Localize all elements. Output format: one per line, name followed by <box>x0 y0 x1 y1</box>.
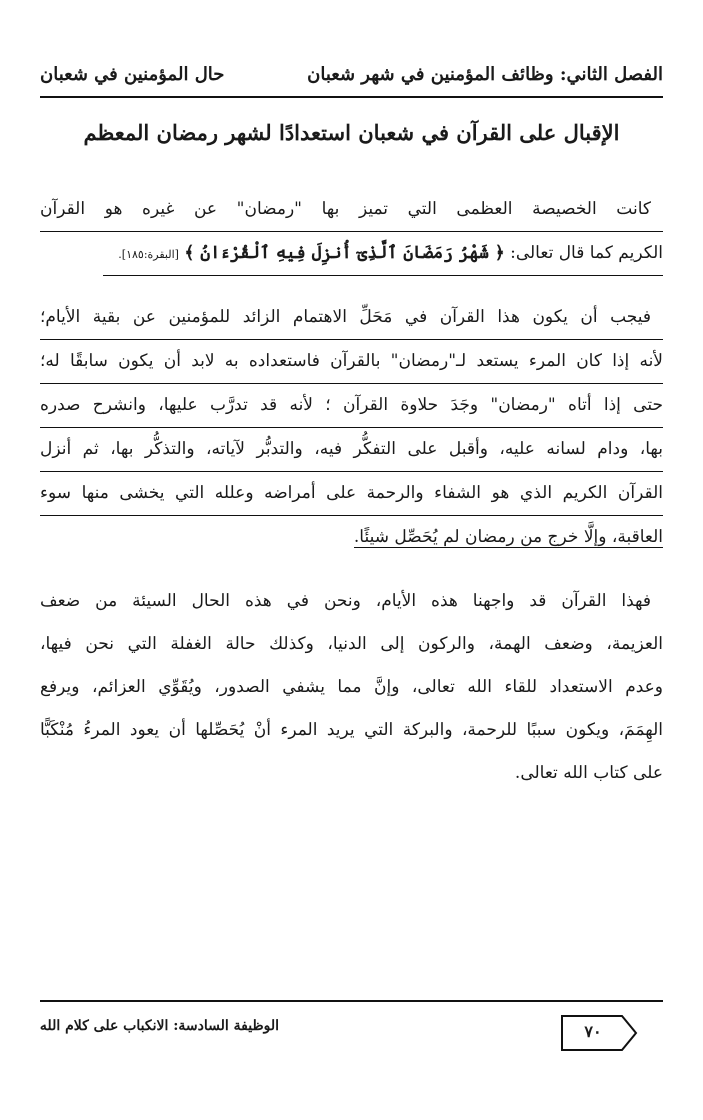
page-number: ٧٠ <box>584 1022 602 1041</box>
quran-quote: ﴿ شَهْرُ رَمَضَانَ ٱلَّذِىٓ أُنزِلَ فِيهِ ٱلْقُرْءَانُ ﴾ <box>184 243 505 263</box>
paragraph-1-line: حتى إذا أتاه "رمضان" وجَدَ حلاوة القرآن ؛ لأنه قد تدرَّب عليها، وانشرح صدره <box>40 384 663 428</box>
paragraph-1-line: بها، ودام لسانه عليه، وأقبل على التفكُّر فيه، والتدبُّر لآياته، والتذكُّر بها، ثم أنزل <box>40 428 663 472</box>
quran-citation: [البقرة:١٨٥]. <box>118 248 179 261</box>
paragraph-1-line: القرآن الكريم الذي هو الشفاء والرحمة على أمراضه وعلله التي يخشى منها سوء <box>40 472 663 516</box>
paragraph-1-line <box>40 516 663 559</box>
footer-divider <box>40 1000 663 1002</box>
intro-line-2 <box>103 232 663 276</box>
paragraph-1-line: لأنه إذا كان المرء يستعد لـ"رمضان" بالقرآن فاستعداده به لابد أن يكون سابقًا له؛ <box>40 340 663 384</box>
paragraph-1-last-line: العاقبة، وإلَّا خرج من رمضان لم يُحَصِّل شيئًا. <box>353 527 663 547</box>
paragraph-1-line: فيجب أن يكون هذا القرآن في مَحَلِّ الاهتمام الزائد للمؤمنين عن بقية الأيام؛ <box>40 296 663 340</box>
chapter-title: الفصل الثاني: وظائف المؤمنين في شهر شعبان <box>307 64 663 85</box>
paragraph-2-line: فهذا القرآن قد واجهنا هذه الأيام، ونحن في هذه الحال السيئة من ضعف <box>40 591 651 611</box>
page-number-tab <box>560 1014 640 1052</box>
header-divider <box>40 96 663 98</box>
paragraph-2-line: على كتاب الله تعالى. <box>514 763 663 783</box>
paragraph-2-line: العزيمة، وضعف الهمة، والركون إلى الدنيا، وكذلك حالة الغفلة التي نحن فيها، <box>40 634 663 654</box>
footer-section-title: الوظيفة السادسة: الانكباب على كلام الله <box>39 1018 279 1034</box>
section-title: حال المؤمنين في شعبان <box>40 64 225 85</box>
page-title: الإقبال على القرآن في شعبان استعدادًا لشهر رمضان المعظم <box>83 120 620 145</box>
running-header <box>40 58 663 94</box>
paragraph-2 <box>40 580 663 795</box>
paragraph-1 <box>40 296 663 559</box>
intro-block <box>40 188 663 276</box>
intro-line-2-text: الكريم كما قال تعالى: <box>510 243 663 263</box>
paragraph-2-line: وعدم الاستعداد للقاء الله تعالى، وإنَّ مما يشفي الصدور، ويُقَوِّي العزائم، ويرفع <box>40 677 663 697</box>
intro-line-1: كانت الخصيصة العظمى التي تميز بها "رمضان" عن غيره هو القرآن <box>40 188 663 232</box>
paragraph-2-line: الهِمَمَ، ويكون سببًا للرحمة، والبركة التي يريد المرء أنْ يُحَصِّلها أن يعود المرءُ مُنْكَبًّا <box>40 720 663 740</box>
